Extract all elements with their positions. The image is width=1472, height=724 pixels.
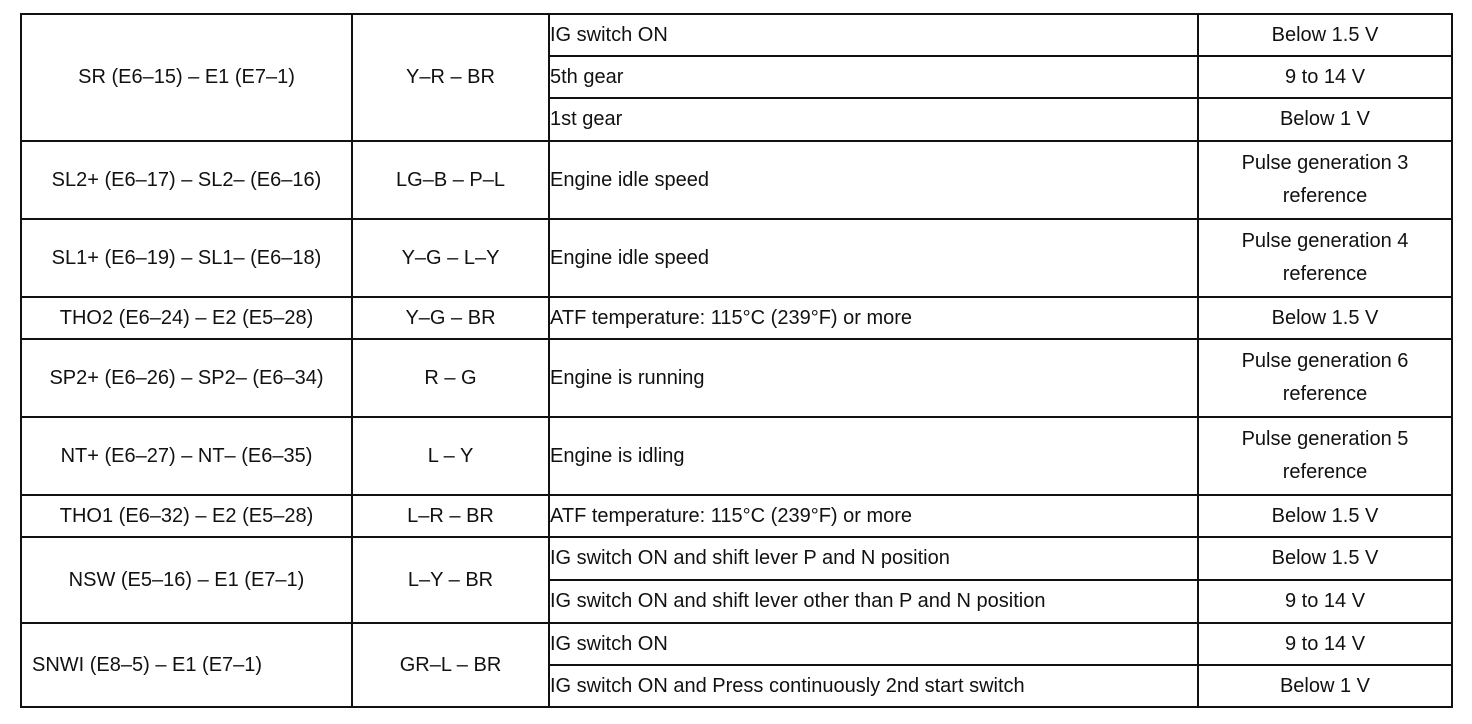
condition-cell: ATF temperature: 115°C (239°F) or more	[549, 297, 1198, 339]
table-row	[21, 537, 1452, 580]
terminal-cell: NT+ (E6–27) – NT– (E6–35)	[21, 417, 352, 495]
terminal-cell: THO1 (E6–32) – E2 (E5–28)	[21, 495, 352, 537]
table-row	[21, 495, 1452, 537]
terminal-spec-table	[20, 13, 1453, 708]
wiring-color-cell: LG–B – P–L	[352, 141, 549, 219]
table-row	[21, 219, 1452, 297]
terminal-cell: SL2+ (E6–17) – SL2– (E6–16)	[21, 141, 352, 219]
spec-cell: 9 to 14 V	[1198, 56, 1452, 98]
table-row	[21, 14, 1452, 56]
condition-cell: ATF temperature: 115°C (239°F) or more	[549, 495, 1198, 537]
spec-cell: Below 1.5 V	[1198, 495, 1452, 537]
wiring-color-cell: L – Y	[352, 417, 549, 495]
condition-cell: 5th gear	[549, 56, 1198, 98]
spec-cell: Pulse generation 5 reference	[1198, 417, 1452, 495]
terminal-cell: SP2+ (E6–26) – SP2– (E6–34)	[21, 339, 352, 417]
terminal-cell: NSW (E5–16) – E1 (E7–1)	[21, 537, 352, 623]
condition-cell: IG switch ON	[549, 623, 1198, 665]
condition-cell: Engine idle speed	[549, 219, 1198, 297]
terminal-cell: SR (E6–15) – E1 (E7–1)	[21, 14, 352, 141]
table-row	[21, 339, 1452, 417]
spec-cell: Below 1 V	[1198, 98, 1452, 141]
wiring-color-cell: Y–G – L–Y	[352, 219, 549, 297]
wiring-color-cell: Y–R – BR	[352, 14, 549, 141]
spec-cell: Pulse generation 6 reference	[1198, 339, 1452, 417]
spec-cell: Pulse generation 3 reference	[1198, 141, 1452, 219]
condition-cell: IG switch ON and shift lever P and N position	[549, 537, 1198, 580]
condition-cell: 1st gear	[549, 98, 1198, 141]
spec-cell: Pulse generation 4 reference	[1198, 219, 1452, 297]
terminal-cell: THO2 (E6–24) – E2 (E5–28)	[21, 297, 352, 339]
spec-cell: Below 1.5 V	[1198, 297, 1452, 339]
spec-cell: 9 to 14 V	[1198, 580, 1452, 623]
condition-cell: Engine is running	[549, 339, 1198, 417]
wiring-color-cell: L–Y – BR	[352, 537, 549, 623]
table-row	[21, 623, 1452, 665]
condition-cell: IG switch ON and shift lever other than P and N position	[549, 580, 1198, 623]
wiring-color-cell: R – G	[352, 339, 549, 417]
wiring-color-cell: Y–G – BR	[352, 297, 549, 339]
terminal-cell: SNWI (E8–5) – E1 (E7–1)	[21, 623, 352, 707]
spec-cell: Below 1 V	[1198, 665, 1452, 707]
spec-cell: Below 1.5 V	[1198, 14, 1452, 56]
spec-cell: Below 1.5 V	[1198, 537, 1452, 580]
table-row	[21, 141, 1452, 219]
condition-cell: Engine is idling	[549, 417, 1198, 495]
table-row	[21, 417, 1452, 495]
condition-cell: Engine idle speed	[549, 141, 1198, 219]
table-row	[21, 297, 1452, 339]
terminal-cell: SL1+ (E6–19) – SL1– (E6–18)	[21, 219, 352, 297]
wiring-color-cell: GR–L – BR	[352, 623, 549, 707]
condition-cell: IG switch ON	[549, 14, 1198, 56]
spec-cell: 9 to 14 V	[1198, 623, 1452, 665]
condition-cell: IG switch ON and Press continuously 2nd start switch	[549, 665, 1198, 707]
wiring-color-cell: L–R – BR	[352, 495, 549, 537]
